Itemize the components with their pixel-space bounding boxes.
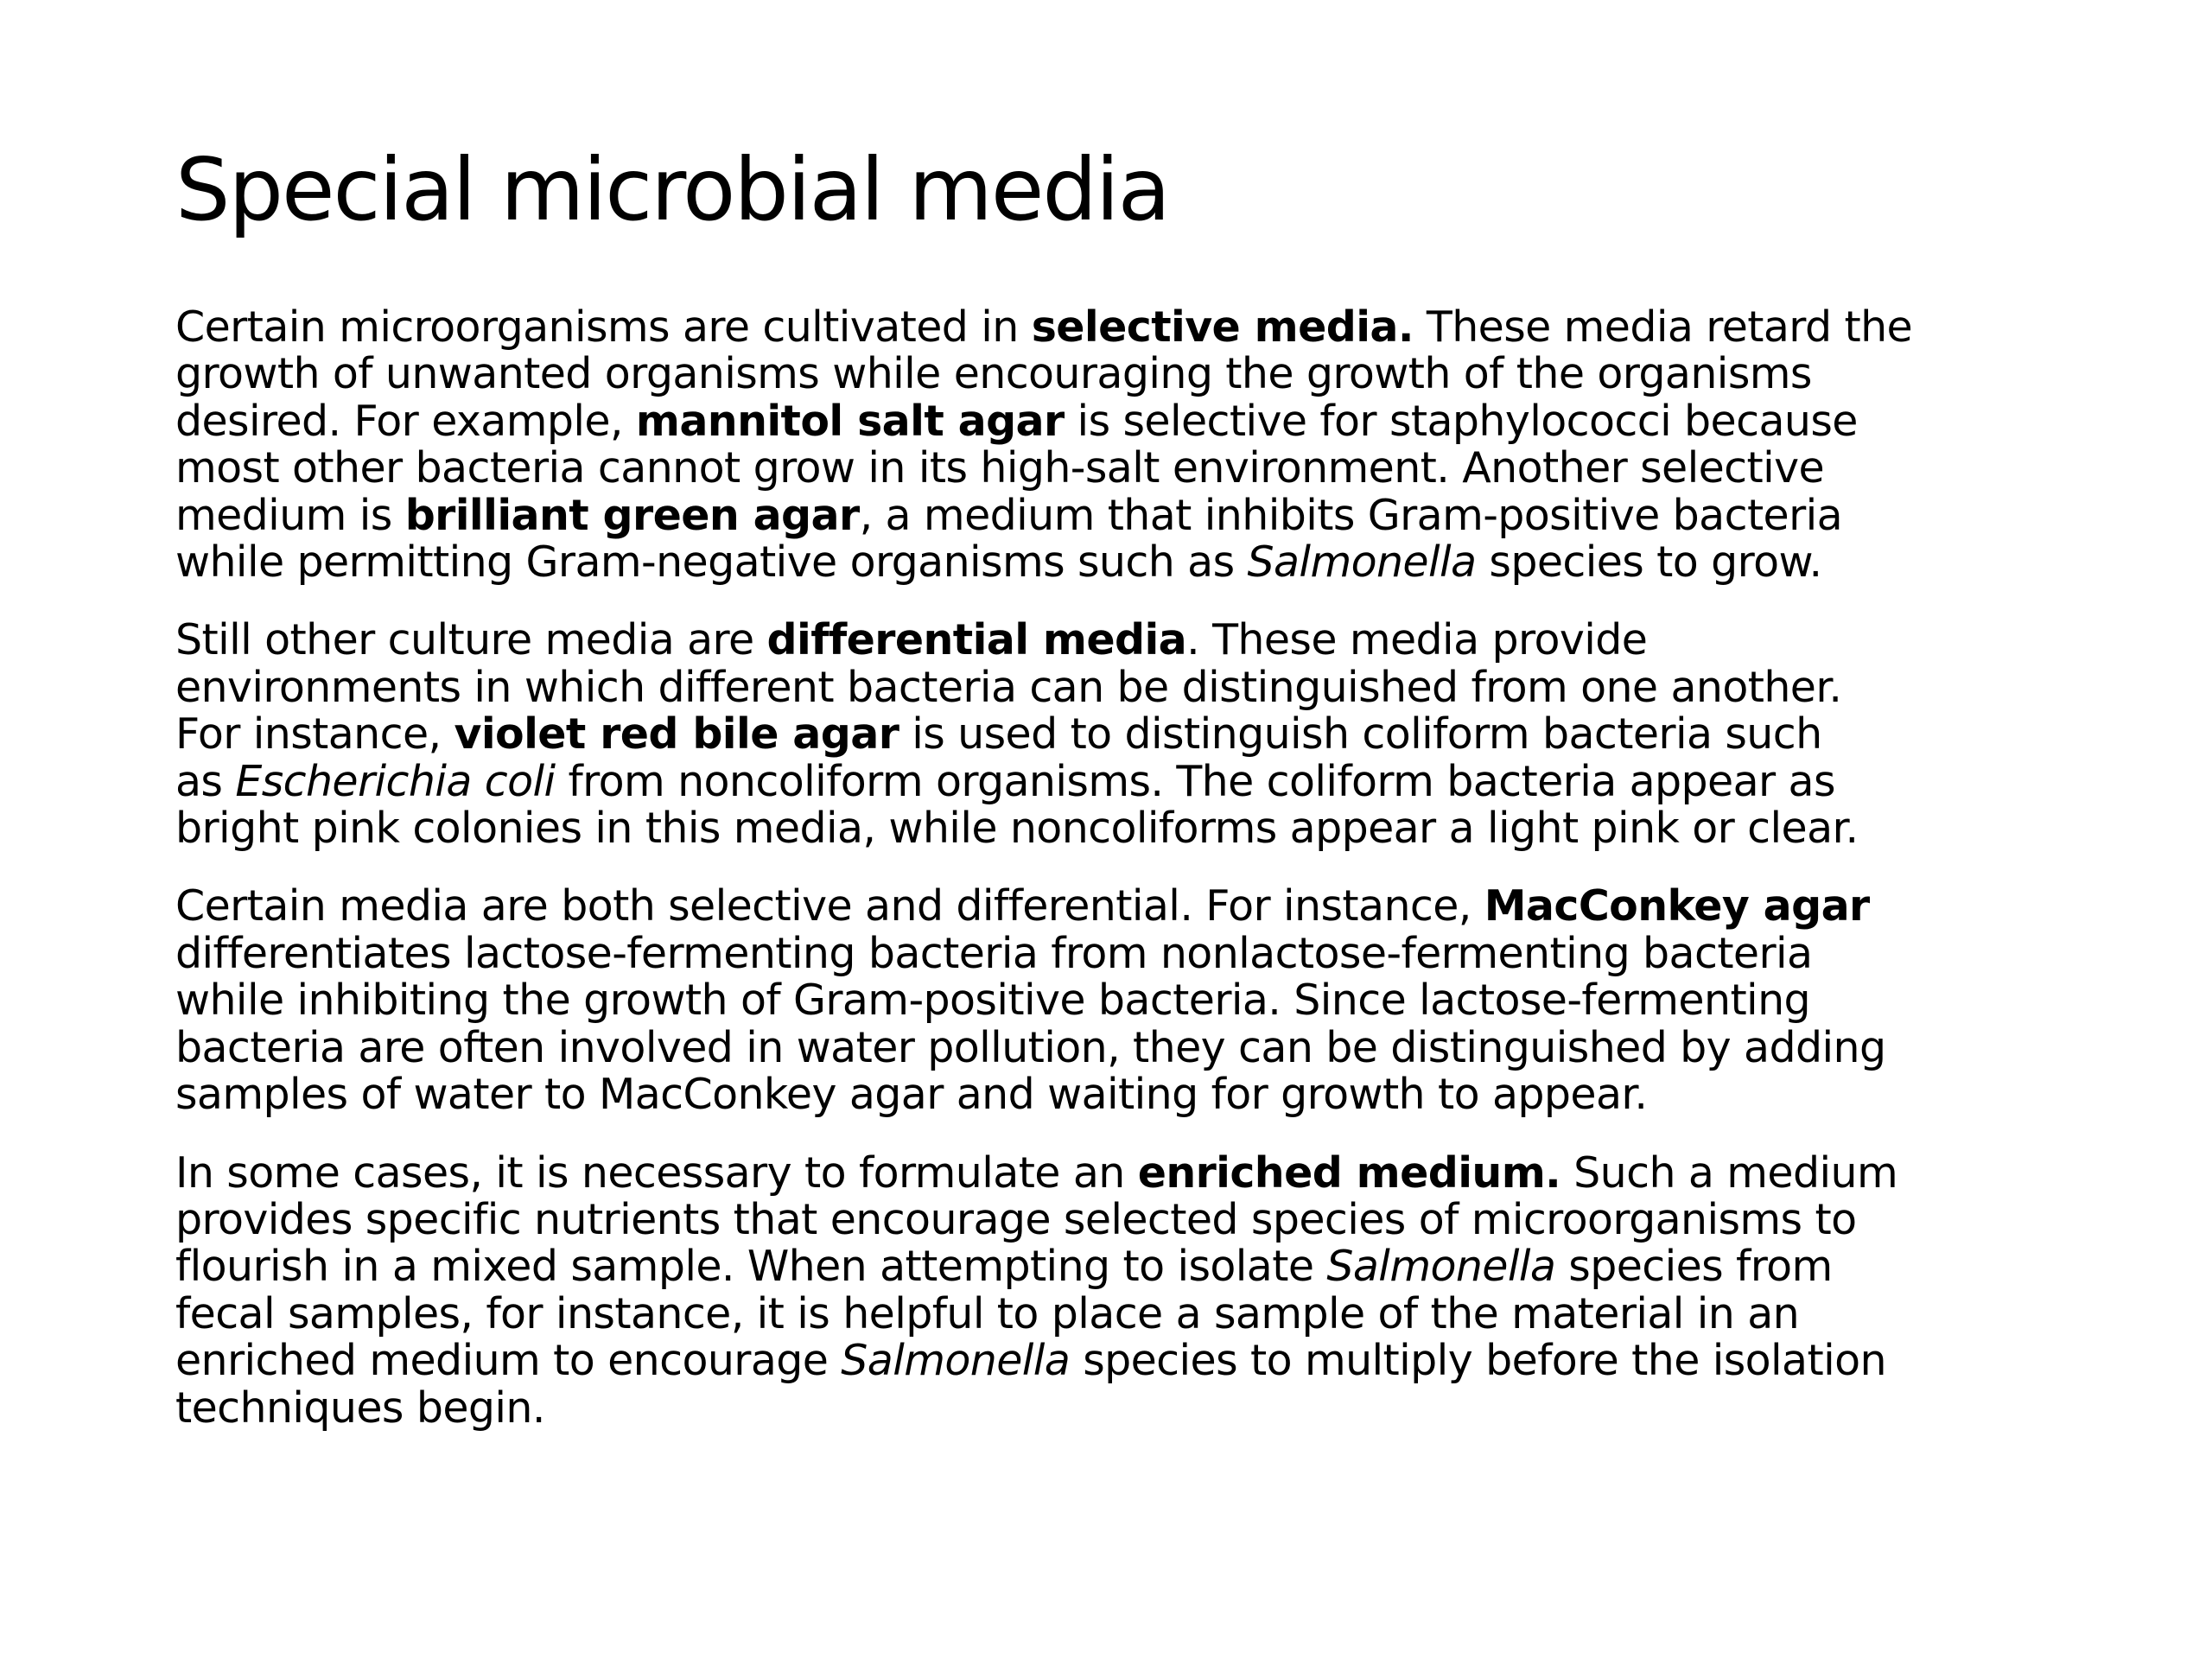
bold-term: differential media <box>766 615 1187 665</box>
text-run: species to multiply before the isolation <box>1070 1336 1886 1386</box>
text-run: Certain media are both selective and differential. For instance, <box>175 881 1484 931</box>
paragraph <box>175 883 2163 1118</box>
text-run: medium is <box>175 490 405 540</box>
text-line <box>175 1147 2163 1198</box>
text-run: while inhibiting the growth of Gram-positive bacteria. Since lactose-fermenting <box>175 976 1811 1026</box>
text-run: flourish in a mixed sample. When attempting to isolate <box>175 1242 1327 1292</box>
text-run: is used to distinguish coliform bacteria such <box>899 709 1822 760</box>
italic-term: Escherichia coli <box>235 756 556 806</box>
italic-term: Salmonella <box>841 1336 1071 1386</box>
text-line <box>175 1382 2163 1433</box>
text-run: . These media provide <box>1186 615 1648 665</box>
text-line <box>175 445 2163 492</box>
text-run: environments in which different bacteria can be distinguished from one another. <box>175 662 1842 712</box>
italic-term: Salmonella <box>1247 537 1477 588</box>
text-run: growth of unwanted organisms while encouraging the growth of the organisms <box>175 349 1812 399</box>
text-run: In some cases, it is necessary to formulate an <box>175 1147 1138 1198</box>
bold-term: mannitol salt agar <box>635 396 1065 446</box>
text-run: from noncoliform organisms. The coliform bacteria appear as <box>555 756 1835 806</box>
text-run: while permitting Gram-negative organisms such as <box>175 537 1248 588</box>
text-line <box>175 1071 2163 1118</box>
text-line <box>175 398 2163 445</box>
text-line <box>175 977 2163 1024</box>
text-run: species from <box>1555 1242 1833 1292</box>
text-run: desired. For example, <box>175 396 636 446</box>
text-line <box>175 1288 2163 1338</box>
text-line <box>175 756 2163 806</box>
text-run: Certain microorganisms are cultivated in <box>175 302 1032 352</box>
text-run: Still other culture media are <box>175 615 767 665</box>
text-line <box>175 490 2163 540</box>
text-run: enriched medium to encourage <box>175 1336 842 1386</box>
text-run: Such a medium <box>1560 1147 1898 1198</box>
text-run: bright pink colonies in this media, while noncoliforms appear a light pink or clear. <box>175 804 1859 854</box>
text-run: differentiates lactose-fermenting bacteria from nonlactose-fermenting bacteria <box>175 928 1813 978</box>
text-run: , a medium that inhibits Gram-positive bacteria <box>859 490 1843 540</box>
text-run: is selective for staphylococci because <box>1064 396 1858 446</box>
paragraph <box>175 1147 2163 1433</box>
bold-term: enriched medium. <box>1137 1147 1561 1198</box>
text-line <box>175 928 2163 978</box>
slide-body <box>175 304 2163 1463</box>
text-run: as <box>175 756 236 806</box>
text-line <box>175 351 2163 397</box>
paragraph <box>175 304 2163 586</box>
bold-term: brilliant green agar <box>404 490 860 540</box>
italic-term: Salmonella <box>1326 1242 1556 1292</box>
text-run: For instance, <box>175 709 454 760</box>
slide-title: Special microbial media <box>175 139 1169 240</box>
text-line <box>175 805 2163 852</box>
text-line <box>175 711 2163 758</box>
text-run: techniques begin. <box>175 1382 545 1433</box>
text-run: most other bacteria cannot grow in its high-salt environment. Another selective <box>175 443 1825 493</box>
text-line <box>175 539 2163 586</box>
bold-term: MacConkey agar <box>1484 881 1870 931</box>
text-line <box>175 617 2163 664</box>
bold-term: selective media. <box>1031 302 1414 352</box>
text-run: samples of water to MacConkey agar and waiting for growth to appear. <box>175 1070 1648 1120</box>
text-run: These media retard the <box>1413 302 1913 352</box>
text-line <box>175 664 2163 711</box>
text-line <box>175 1243 2163 1290</box>
text-run: species to grow. <box>1476 537 1822 588</box>
text-line <box>175 304 2163 351</box>
text-line <box>175 1338 2163 1384</box>
paragraph <box>175 617 2163 852</box>
text-line <box>175 1194 2163 1244</box>
text-line <box>175 883 2163 930</box>
bold-term: violet red bile agar <box>454 709 899 760</box>
text-run: fecal samples, for instance, it is helpful to place a sample of the material in an <box>175 1288 1800 1338</box>
text-run: bacteria are often involved in water pollution, they can be distinguished by adding <box>175 1022 1886 1072</box>
text-line <box>175 1022 2163 1072</box>
text-run: provides specific nutrients that encourage selected species of microorganisms to <box>175 1194 1857 1244</box>
